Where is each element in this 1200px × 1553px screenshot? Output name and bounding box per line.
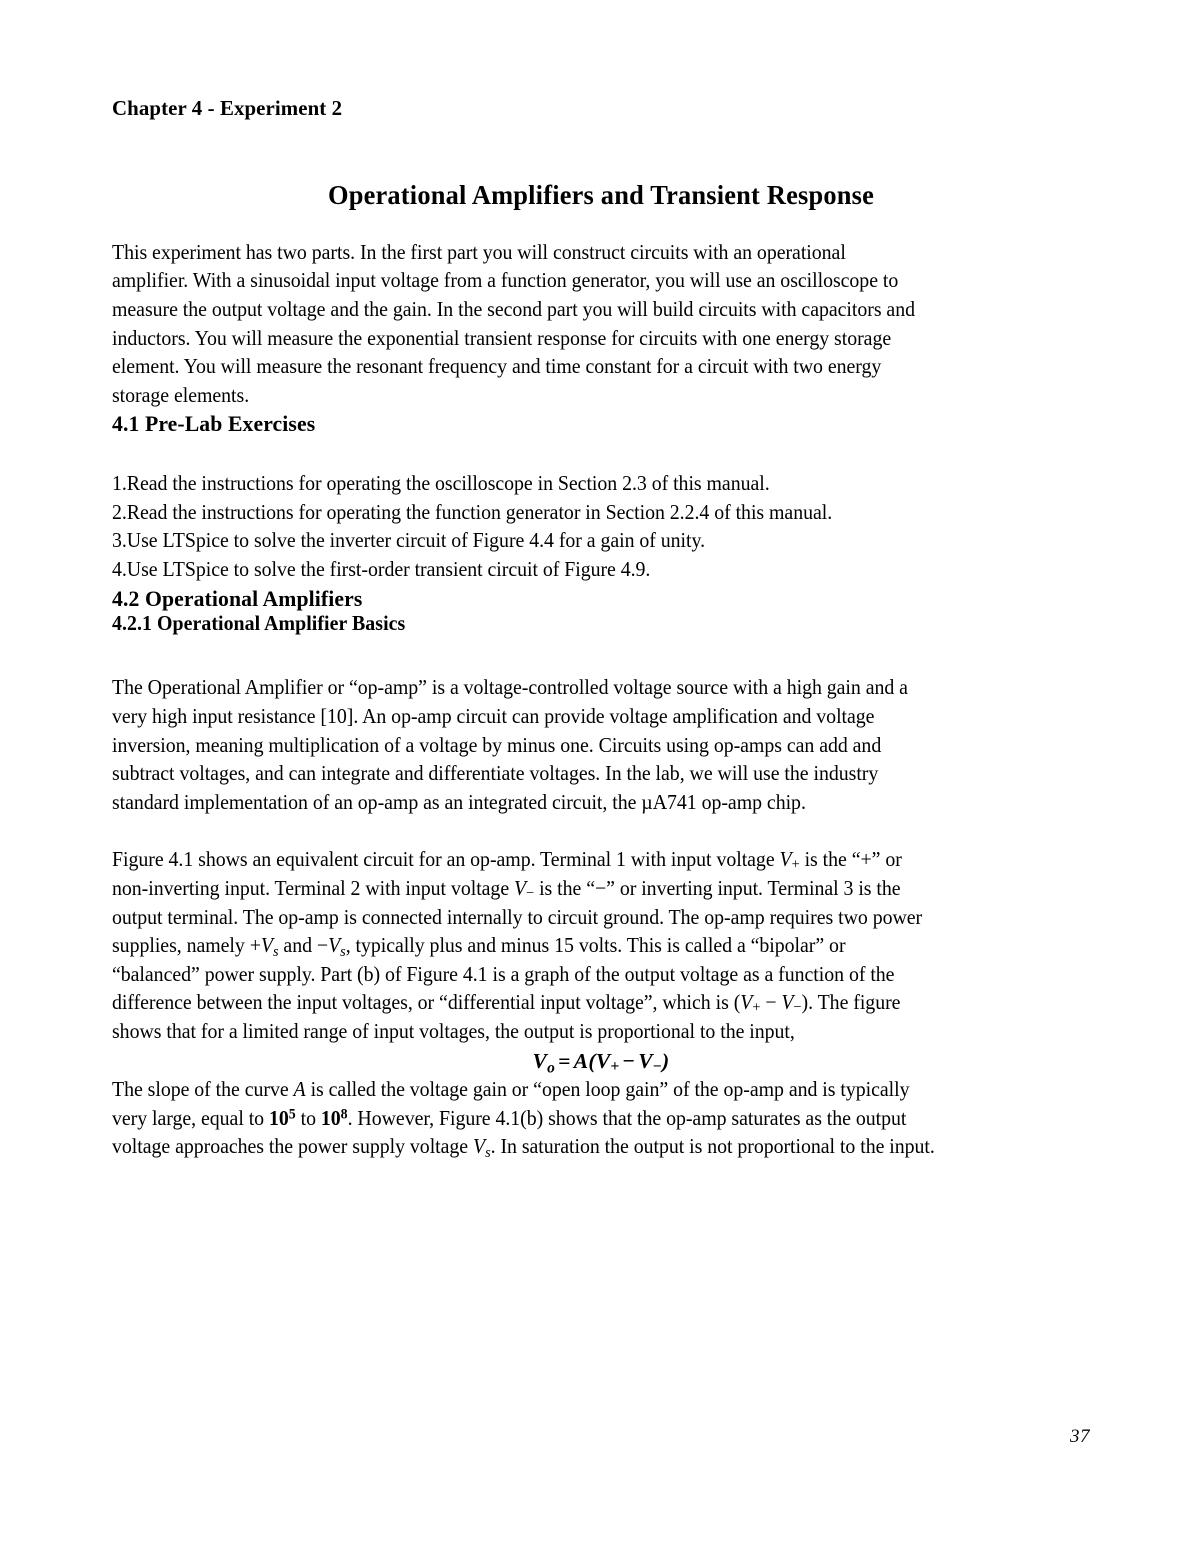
math-variable: [514, 878, 534, 900]
basics-line: The Operational Amplifier or “op-amp” is a voltage-controlled voltage source with a high gain and a: [112, 677, 908, 700]
variable-symbol: V: [638, 1049, 653, 1074]
figure-description-paragraph: [112, 846, 1090, 1046]
variable-subscript: +: [791, 856, 800, 873]
list-item: 4.Use LTSpice to solve the first-order transient circuit of Figure 4.9.: [112, 559, 651, 582]
text-fragment: , typically plus and minus 15 volts. This is called a “bipolar” or: [345, 935, 846, 958]
basics-line: standard implementation of an op-amp as an integrated circuit, the µA741 op-amp chip.: [112, 791, 806, 814]
close-paren: ): [661, 1049, 670, 1074]
list-item: 1.Read the instructions for operating the oscilloscope in Section 2.3 of this manual.: [112, 473, 770, 496]
variable-symbol: V: [260, 935, 273, 958]
basics-paragraph: [112, 674, 1090, 817]
figure-line: [112, 846, 1056, 875]
math-variable: [328, 935, 346, 961]
figure-line: “balanced” power supply. Part (b) of Figure 4.1 is a graph of the output voltage as a function of the: [112, 963, 895, 986]
variable-subscript: +: [610, 1058, 620, 1076]
basics-line: inversion, meaning multiplication of a voltage by minus one. Circuits using op-amps can add and: [112, 734, 882, 757]
text-fragment: is the “−” or inverting input. Terminal 3 is the: [534, 877, 901, 900]
math-variable: [260, 935, 279, 961]
text-fragment: very large, equal to: [112, 1107, 269, 1130]
text-fragment: and −: [278, 935, 329, 958]
math-variable-gain: A: [293, 1079, 306, 1102]
math-variable: [780, 849, 800, 871]
variable-subscript: s: [272, 944, 279, 961]
text-fragment: . In saturation the output is not proportional to the input.: [490, 1136, 935, 1159]
math-variable: [473, 1136, 491, 1162]
equation-vminus: [638, 1049, 662, 1076]
text-fragment: −: [760, 992, 782, 1015]
variable-subscript: −: [793, 999, 802, 1016]
page-number: 37: [1070, 1426, 1090, 1447]
variable-symbol: V: [740, 992, 753, 1015]
page-title: Operational Amplifiers and Transient Response: [328, 178, 874, 210]
variable-symbol: V: [532, 1049, 548, 1074]
variable-symbol: V: [781, 992, 794, 1015]
subsection-heading-basics: 4.2.1 Operational Amplifier Basics: [112, 612, 406, 635]
text-fragment: Figure 4.1 shows an equivalent circuit for an op-amp. Terminal 1 with input voltage: [112, 849, 780, 872]
text-fragment: voltage approaches the power supply voltage: [112, 1136, 474, 1159]
equation-gain-variable: A: [573, 1049, 589, 1074]
text-fragment: The slope of the curve: [112, 1079, 294, 1102]
closing-line: [112, 1133, 1056, 1162]
text-fragment: ). The figure: [801, 992, 901, 1015]
math-variable: [740, 992, 760, 1014]
closing-line: [112, 1076, 1056, 1105]
prelab-list: [112, 470, 1090, 584]
chapter-heading: Chapter 4 - Experiment 2: [112, 96, 343, 120]
text-fragment: is called the voltage gain or “open loop gain” of the op-amp and is typically: [305, 1079, 910, 1102]
power-base: 10: [268, 1107, 289, 1130]
power-base: 10: [320, 1107, 341, 1130]
section-heading-opamps: 4.2 Operational Amplifiers: [112, 585, 363, 611]
list-item: 3.Use LTSpice to solve the inverter circuit of Figure 4.4 for a gain of unity.: [112, 530, 706, 553]
variable-symbol: V: [473, 1136, 486, 1159]
text-fragment: is the “+” or: [799, 849, 902, 872]
equation-gain: [112, 1047, 1090, 1076]
text-fragment: . However, Figure 4.1(b) shows that the op-amp saturates as the output: [347, 1107, 907, 1130]
equation-output-variable: [532, 1049, 556, 1077]
variable-symbol: V: [328, 935, 341, 958]
figure-line: [112, 932, 1056, 961]
exponent-value: 8: [340, 1106, 348, 1123]
variable-subscript: −: [526, 885, 535, 902]
variable-subscript: s: [485, 1145, 491, 1162]
list-item: 2.Read the instructions for operating the function generator in Section 2.2.4 of this manual.: [112, 501, 833, 524]
variable-symbol: V: [514, 877, 527, 900]
variable-subscript: o: [547, 1059, 556, 1077]
section-heading-prelab: 4.1 Pre-Lab Exercises: [112, 411, 316, 437]
open-paren: (: [588, 1049, 596, 1074]
intro-line: measure the output voltage and the gain. In the second part you will build circuits with capacitors and: [112, 298, 915, 321]
variable-symbol: V: [779, 849, 792, 872]
intro-line: This experiment has two parts. In the first part you will construct circuits with an operational: [112, 241, 846, 264]
equation-vplus: [595, 1049, 620, 1076]
equals-sign: =: [558, 1049, 571, 1074]
basics-line: very high input resistance [10]. An op-amp circuit can provide voltage amplification and voltage: [112, 705, 875, 728]
basics-line: subtract voltages, and can integrate and differentiate voltages. In the lab, we will use the industry: [112, 763, 879, 786]
minus-sign: −: [622, 1049, 636, 1074]
text-fragment: supplies, namely +: [112, 935, 261, 958]
variable-subscript: s: [340, 944, 346, 961]
variable-subscript: −: [652, 1058, 662, 1076]
intro-line: amplifier. With a sinusoidal input voltage from a function generator, you will use an oscilloscope to: [112, 270, 899, 293]
figure-line: output terminal. The op-amp is connected internally to circuit ground. The op-amp requires two power: [112, 906, 923, 929]
closing-line: [112, 1105, 1056, 1134]
figure-line: shows that for a limited range of input voltages, the output is proportional to the input,: [112, 1020, 795, 1043]
exponent-value: 5: [288, 1106, 296, 1123]
intro-line: storage elements.: [112, 384, 250, 407]
intro-paragraph: [112, 239, 1090, 411]
text-fragment: non-inverting input. Terminal 2 with input voltage: [112, 877, 515, 900]
math-variable: [781, 992, 801, 1014]
page-content: [112, 96, 1090, 1162]
variable-symbol: V: [595, 1049, 611, 1074]
intro-line: inductors. You will measure the exponential transient response for circuits with one energy storage: [112, 327, 892, 350]
figure-line: [112, 875, 1056, 904]
text-fragment: to: [295, 1107, 321, 1130]
text-fragment: difference between the input voltages, or “differential input voltage”, which is (: [112, 992, 741, 1015]
closing-paragraph: [112, 1076, 1090, 1162]
intro-line: element. You will measure the resonant frequency and time constant for a circuit with two energy: [112, 356, 882, 379]
variable-subscript: +: [752, 999, 761, 1016]
figure-line: [112, 989, 1056, 1018]
